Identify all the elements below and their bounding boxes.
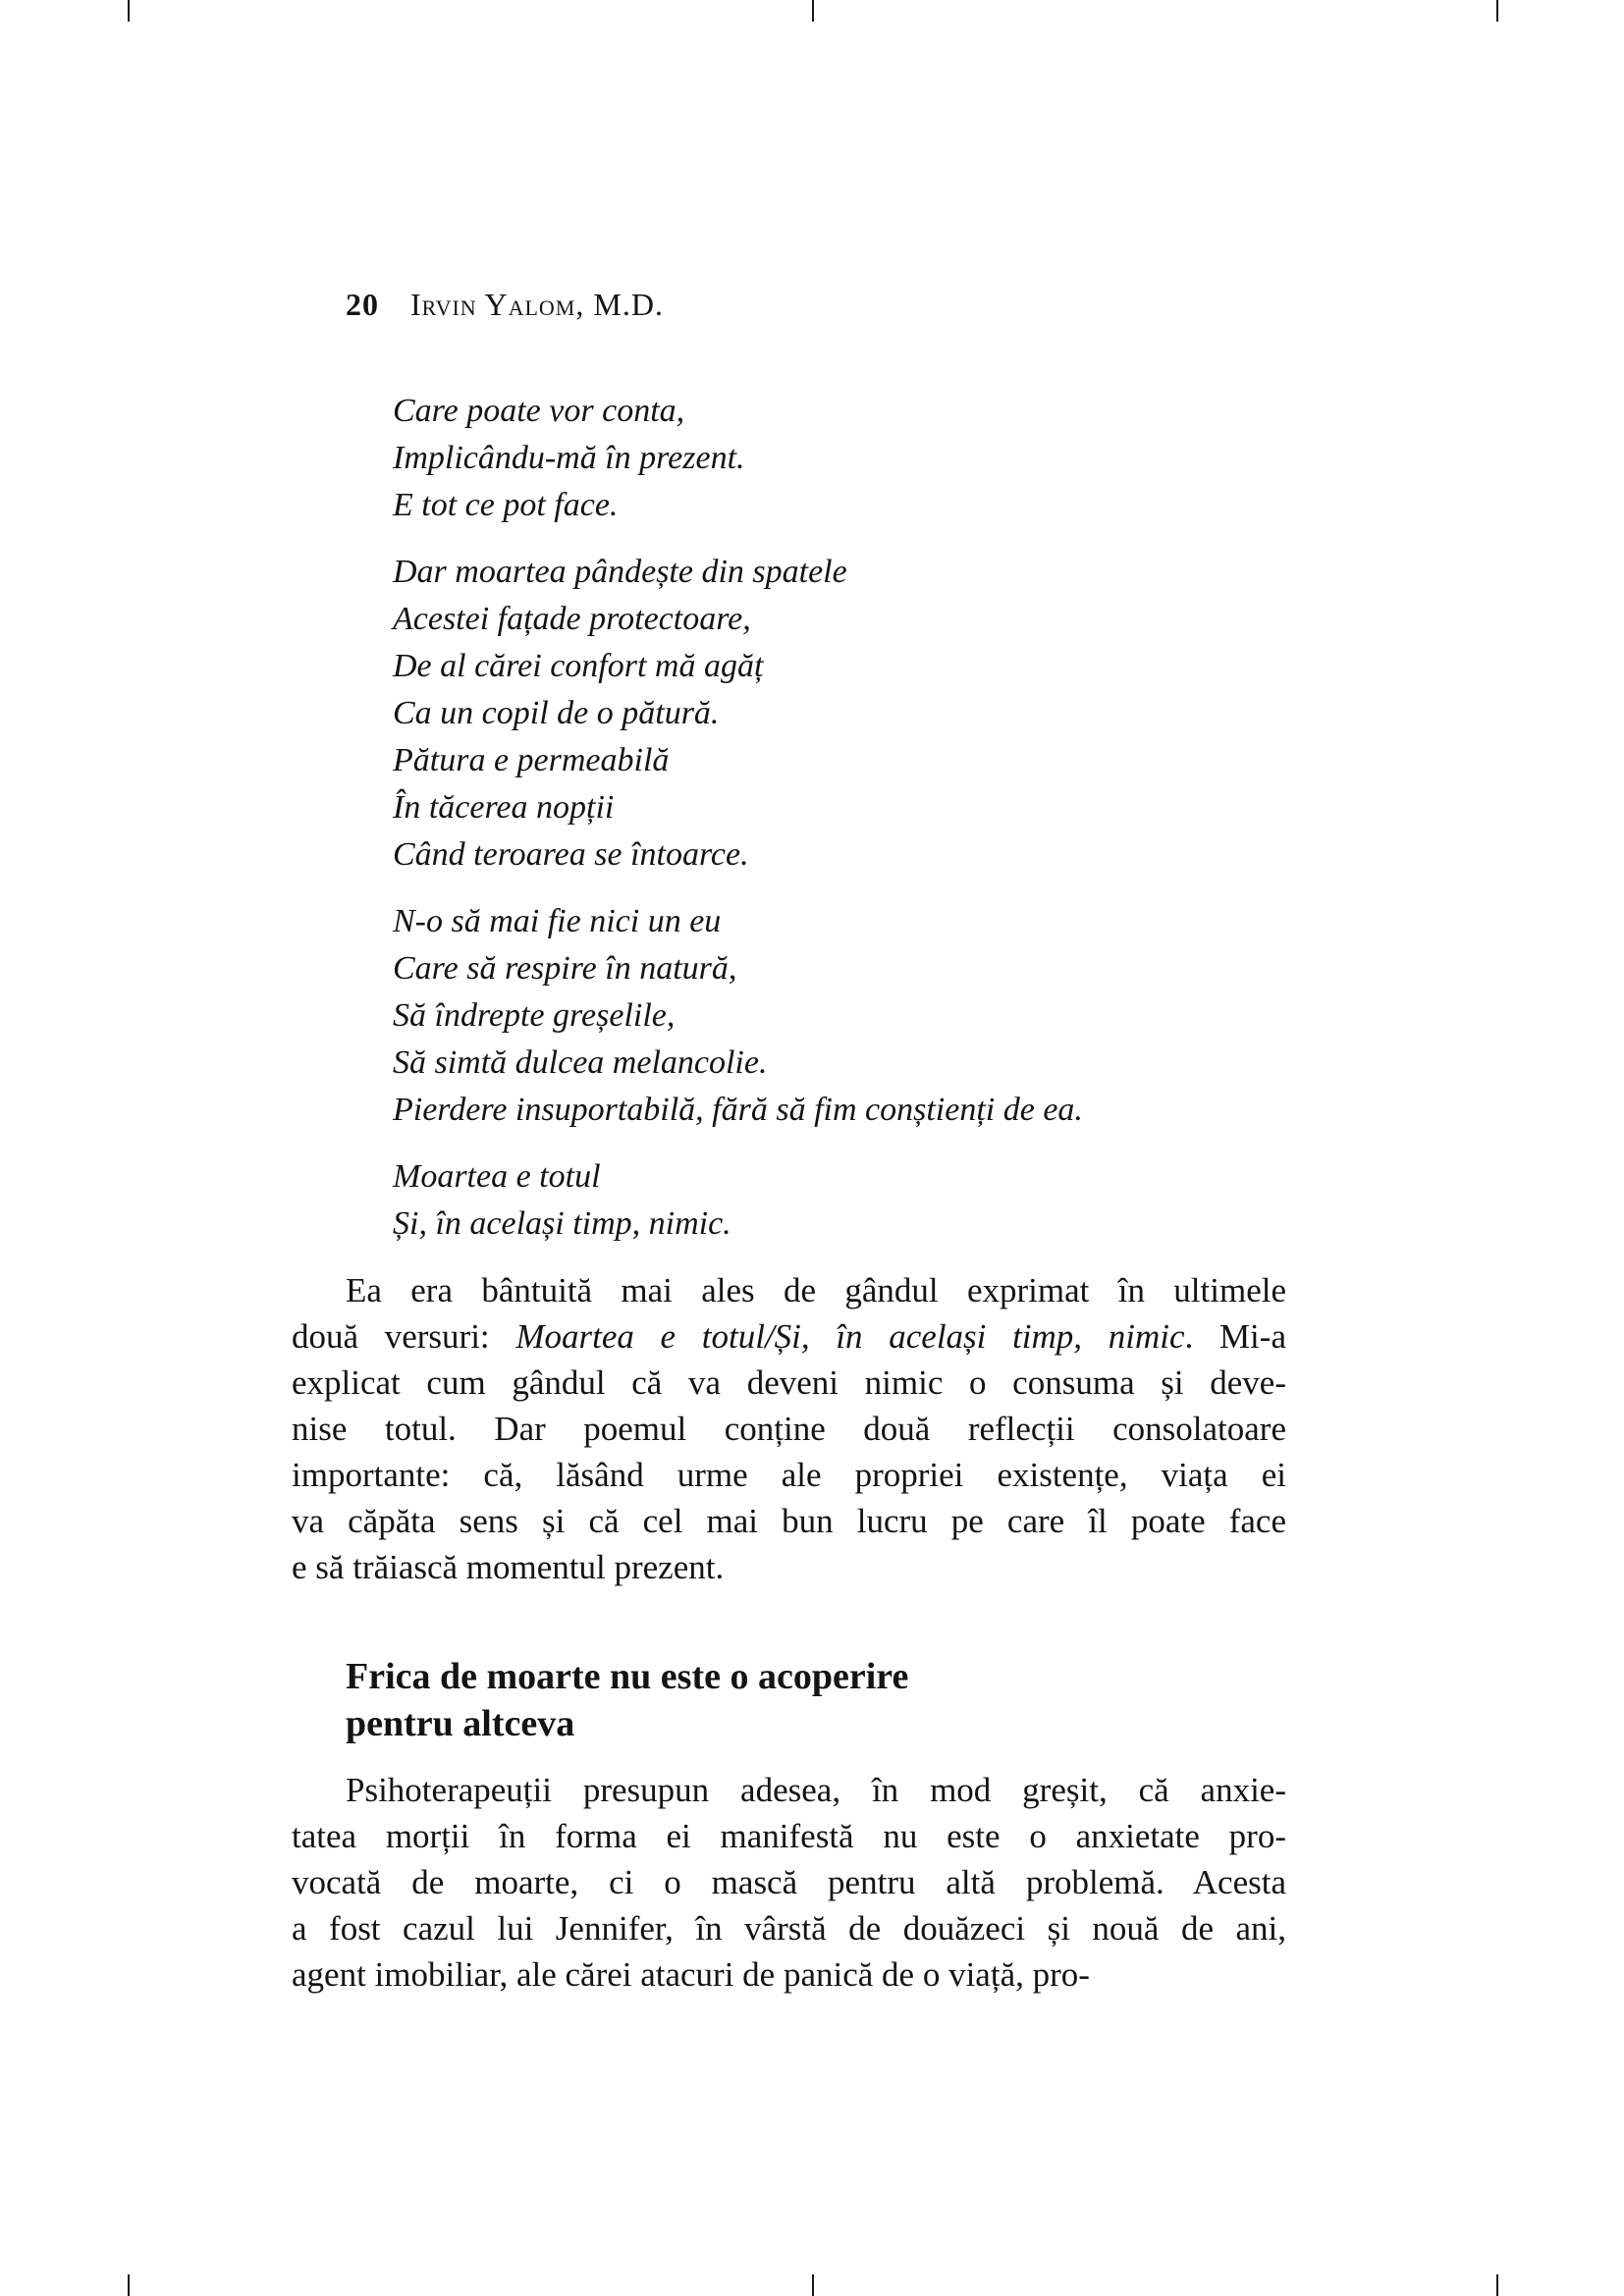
text-line [292,1313,1286,1360]
italic-text: Moartea e totul/Și, în același timp, nimic [515,1317,1185,1356]
paragraph-2 [292,1767,1286,1998]
text-line [292,1951,1286,1998]
text-segment: două versuri: [292,1317,516,1356]
crop-mark-bottom-center [812,2274,814,2296]
text-segment: tatea morții în forma ei manifestă nu este o anxietate pro- [292,1817,1286,1855]
text-segment: . Mi-a [1184,1317,1286,1356]
text-segment: pentru altceva [346,1703,575,1744]
heading-line [346,1700,1286,1747]
text-segment: Ea era bântuită mai ales de gândul exprimat în ultimele [346,1271,1286,1309]
text-line [292,1406,1286,1452]
text-segment: Frica de moarte nu este o acoperire [346,1656,909,1697]
text-block [292,0,1286,1998]
poem-line: Care poate vor conta, [393,393,685,429]
poem-line: Ca un copil de o pătură. [393,695,720,731]
text-line [292,1360,1286,1406]
crop-mark-top-right [1496,0,1498,22]
crop-mark-top-left [128,0,130,22]
poem-line: Acestei fațade protectoare, [393,601,751,637]
poem-stanza [393,549,1286,879]
text-line [292,1905,1286,1951]
running-head [346,285,1286,324]
poem-line: Pierdere insuportabilă, fără să fim conștienți de ea. [393,1092,1083,1128]
text-segment: vocată de moarte, ci o mască pentru altă problemă. Acesta [292,1863,1286,1901]
text-segment: e să trăiască momentul prezent. [292,1548,725,1586]
paragraph-1 [292,1267,1286,1590]
text-line [292,1544,1286,1590]
section-heading [346,1653,1286,1747]
text-segment: va căpăta sens și că cel mai bun lucru pe care îl poate face [292,1502,1286,1540]
text-line [292,1498,1286,1544]
poem-line: Dar moartea pândește din spatele [393,554,847,590]
poem-line: Care să respire în natură, [393,950,737,987]
text-segment: explicat cum gândul că va deveni nimic o consuma și deve- [292,1363,1286,1402]
poem-line: Să îndrepte greșelile, [393,997,676,1034]
text-segment: importante: că, lăsând urme ale propriei existențe, viața ei [292,1456,1286,1494]
poem-line: Implicându-mă în prezent. [393,440,745,476]
poem-line: Să simtă dulcea melancolie. [393,1044,768,1081]
poem-line: De al cărei confort mă agăț [393,648,764,684]
poem-line: E tot ce pot face. [393,487,619,523]
poem-stanza [393,898,1286,1134]
crop-mark-bottom-left [128,2274,130,2296]
poem-line: N-o să mai fie nici un eu [393,903,722,939]
crop-mark-bottom-right [1496,2274,1498,2296]
poem-stanza [393,388,1286,529]
text-segment: Psihoterapeuții presupun adesea, în mod greșit, că anxie- [346,1771,1286,1809]
text-line [292,1267,1286,1313]
poem-stanza [393,1153,1286,1248]
poem-line: Moartea e totul [393,1158,601,1195]
text-line [292,1859,1286,1905]
text-line [292,1452,1286,1498]
text-line [292,1813,1286,1859]
poem-line: Pătura e permeabilă [393,742,670,778]
page-number: 20 [346,287,379,322]
text-segment: a fost cazul lui Jennifer, în vârstă de douăzeci și nouă de ani, [292,1909,1286,1948]
running-head-title: Irvin Yalom, M.D. [410,287,664,322]
text-line [292,1767,1286,1813]
poem-line: Și, în același timp, nimic. [393,1205,731,1242]
poem [393,388,1286,1248]
poem-line: Când teroarea se întoarce. [393,836,749,873]
text-segment: agent imobiliar, ale cărei atacuri de panică de o viață, pro- [292,1955,1090,1994]
heading-line [346,1653,1286,1700]
text-segment: nise totul. Dar poemul conține două reflecții consolatoare [292,1410,1286,1448]
poem-line: În tăcerea nopții [393,789,615,826]
